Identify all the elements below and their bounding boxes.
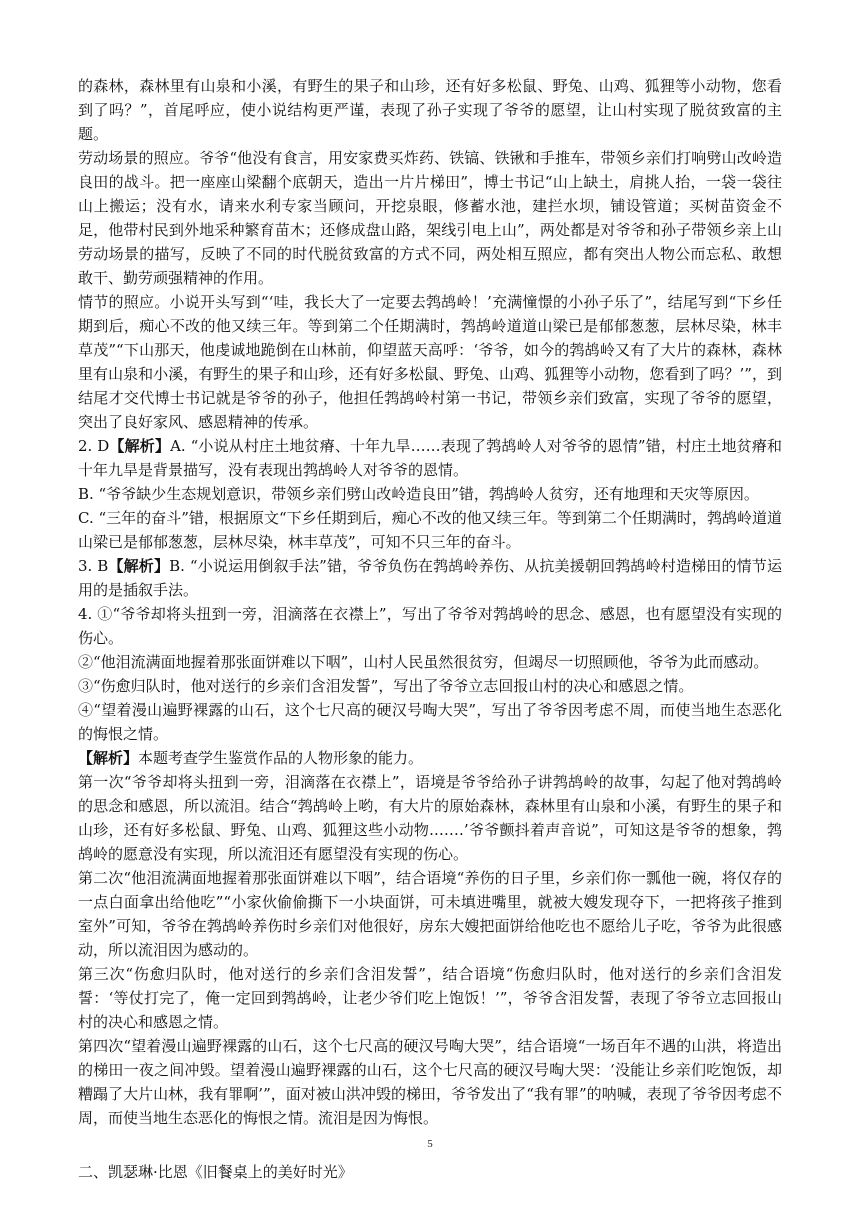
answer-4-point-4: ④“望着漫山遍野裸露的山石，这个七尺高的硬汉号啕大哭”，写出了爷爷因考虑不周，而使当地生态恶化的悔恨之情。 (78, 701, 782, 743)
analysis-second-tears: 第二次“他泪流满面地握着那张面饼难以下咽”，结合语境“养伤的日子里，乡亲们你一瓢他一碗，将仅存的一点白面拿出给他吃”“小家伙偷偷撕下一小块面饼，可未填进嘴里，就被大嫂发现夺下，一把将孩子推到室外”可知，爷爷在鹁鸪岭养伤时乡亲们对他很好，房东大嫂把面饼给他吃也不愿给儿子吃，爷爷为此很感动，所以流泪因为感动的。 (78, 869, 782, 959)
analysis-intro: 【解析】本题考查学生鉴赏作品的人物形象的能力。 (78, 749, 424, 767)
paragraph-ending-echo: 的森林，森林里有山泉和小溪，有野生的果子和山珍，还有好多松鼠、野兔、山鸡、狐狸等小动物，您看到了吗？”，首尾呼应，使小说结构更严谨，表现了孙子实现了爷爷的愿望，让山村实现了脱贫致富的主题。 (78, 77, 782, 143)
page-number: 5 (427, 1138, 433, 1150)
section-heading: 二、凯瑟琳·比恩《旧餐桌上的美好时光》 (78, 1163, 353, 1181)
paragraph-plot-echo: 情节的照应。小说开头写到“‘哇，我长大了一定要去鹁鸪岭！’充满憧憬的小孙子乐了”，结尾写到“下乡任期到后，痴心不改的他又续三年。等到第二个任期满时，鹁鸪岭道道山梁已是郁郁葱葱，层林尽染，林丰草茂”“下山那天，他虔诚地跪倒在山林前，仰望蓝天高呼：‘爷爷，如今的鹁鸪岭又有了大片的森林，森林里有山泉和小溪，有野生的果子和山珍，还有好多松鼠、野兔、山鸡、狐狸等小动物，您看到了吗？’”，到结尾才交代博士书记就是爷爷的孙子，他担任鹁鸪岭村第一书记，带领乡亲们致富，实现了爷爷的愿望，突出了良好家风、感恩精神的传承。 (78, 293, 782, 431)
answer-2-option-a: 2. D【解析】A. “小说从村庄土地贫瘠、十年九旱……表现了鹁鸪岭人对爷爷的恩情”错，村庄土地贫瘠和十年九旱是背景描写，没有表现出鹁鸪岭人对爷爷的恩情。 (78, 437, 782, 479)
answer-4-point-3: ③“伤愈归队时，他对送行的乡亲们含泪发誓”，写出了爷爷立志回报山村的决心和感恩之情。 (78, 677, 694, 695)
analysis-first-tears: 第一次“爷爷却将头扭到一旁，泪滴落在衣襟上”，语境是爷爷给孙子讲鹁鸪岭的故事，勾起了他对鹁鸪岭的思念和感恩，所以流泪。结合“鹁鸪岭上哟，有大片的原始森林，森林里有山泉和小溪，有野生的果子和山珍，还有好多松鼠、野兔、山鸡、狐狸这些小动物.……’爷爷颤抖着声音说”，可知这是爷爷的想象，鹁鸪岭的愿意没有实现，所以流泪还有愿望没有实现的伤心。 (78, 773, 782, 863)
analysis-fourth-tears: 第四次“望着漫山遍野裸露的山石，这个七尺高的硬汉号啕大哭”，结合语境“一场百年不遇的山洪，将造出的梯田一夜之间冲毁。望着漫山遍野裸露的山石，这个七尺高的硬汉号啕大哭：‘没能让乡亲们吃饱饭，却糟蹋了大片山林，我有罪啊’”，面对被山洪冲毁的梯田，爷爷发出了“我有罪”的呐喊，表现了爷爷因考虑不周，而使当地生态恶化的悔恨之情。流泪是因为悔恨。 (78, 1037, 782, 1127)
answer-2-option-b: B. “爷爷缺少生态规划意识，带领乡亲们劈山改岭造良田”错，鹁鸪岭人贫穷，还有地理和天灾等原因。 (78, 485, 759, 503)
answer-2-option-c: C. “三年的奋斗”错，根据原文“下乡任期到后，痴心不改的他又续三年。等到第二个任期满时，鹁鸪岭道道山梁已是郁郁葱葱，层林尽染，林丰草茂”，可知不只三年的奋斗。 (78, 509, 782, 551)
answer-4-point-2: ②“他泪流满面地握着那张面饼难以下咽”，山村人民虽然很贫穷，但竭尽一切照顾他，爷爷为此而感动。 (78, 653, 769, 671)
answer-3: 3. B【解析】B. “小说运用倒叙手法”错，爷爷负伤在鹁鸪岭养伤、从抗美援朝回鹁鸪岭村造梯田的情节运用的是插叙手法。 (78, 557, 782, 599)
paragraph-labor-scene: 劳动场景的照应。爷爷“他没有食言，用安家费买炸药、铁镐、铁锹和手推车，带领乡亲们打响劈山改岭造良田的战斗。把一座座山梁翻个底朝天，造出一片片梯田”，博士书记“山上缺土，肩挑人抬，一袋一袋往山上搬运；没有水，请来水利专家当顾问，开挖泉眼，修蓄水池，建拦水坝，铺设管道；买树苗资金不足，他带村民到外地采种繁育苗木；还修成盘山路，架线引电上山”，两处都是对爷爷和孙子带领乡亲上山劳动场景的描写，反映了不同的时代脱贫致富的方式不同，两处相互照应，都有突出人物公而忘私、敢想敢干、勤劳顽强精神的作用。 (78, 149, 782, 287)
analysis-third-tears: 第三次“伤愈归队时，他对送行的乡亲们含泪发誓”，结合语境“伤愈归队时，他对送行的乡亲们含泪发誓：‘等仗打完了，俺一定回到鹁鸪岭，让老少爷们吃上饱饭！’”，爷爷含泪发誓，表现了爷爷立志回报山村的决心和感恩之情。 (78, 965, 782, 1031)
answer-4-point-1: 4. ①“爷爷却将头扭到一旁，泪滴落在衣襟上”，写出了爷爷对鹁鸪岭的思念、感恩，也有愿望没有实现的伤心。 (78, 605, 782, 647)
